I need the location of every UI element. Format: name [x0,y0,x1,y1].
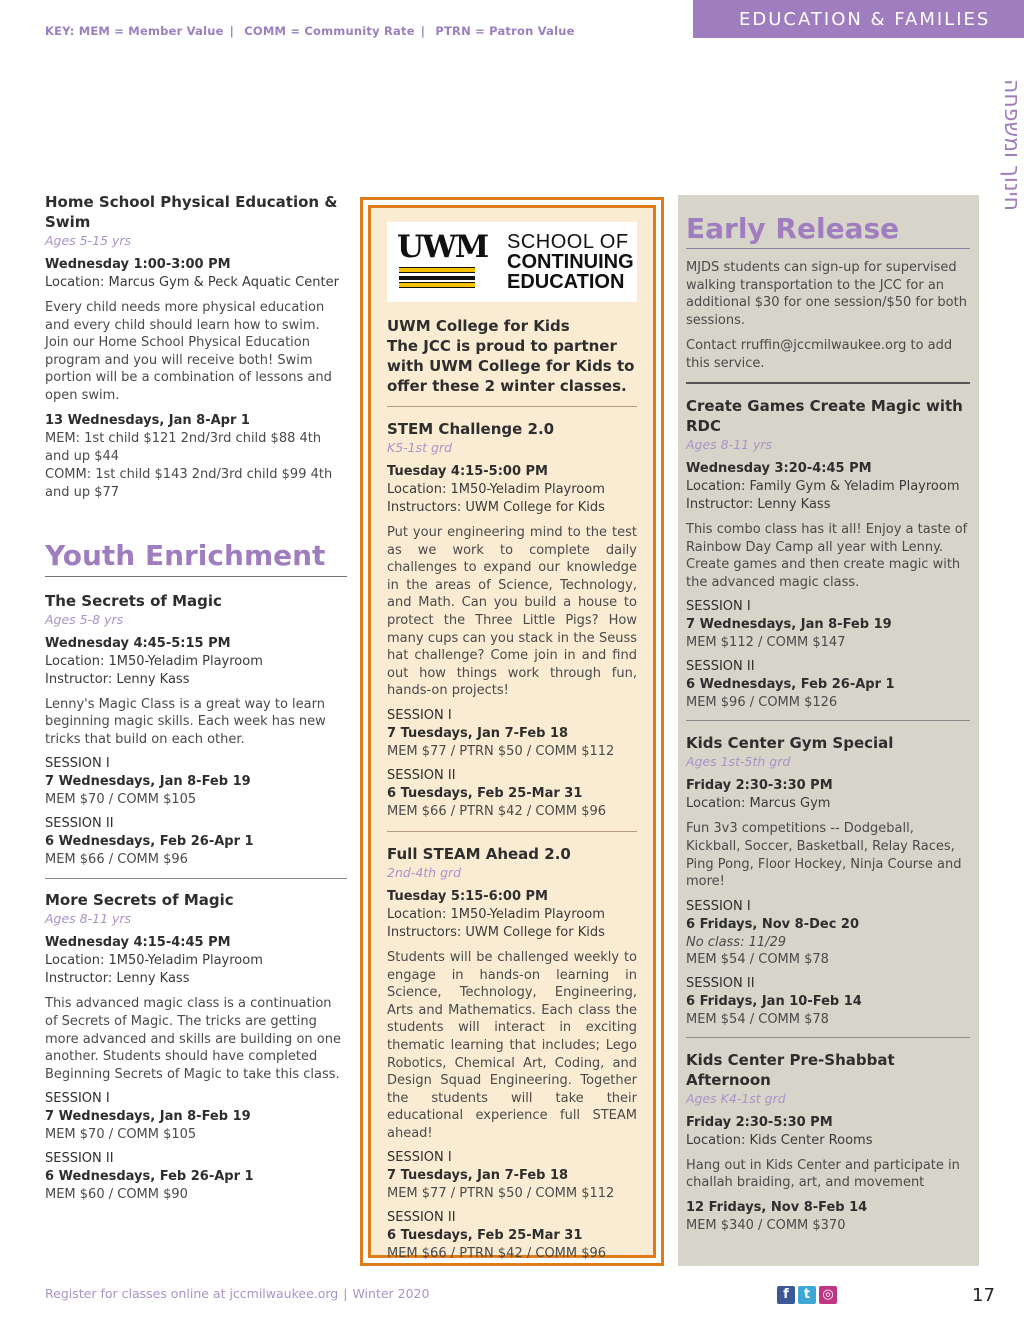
early-release-heading [686,211,970,249]
session-price: MEM $66 / PTRN $42 / COMM $96 [387,803,607,819]
session-price: MEM $60 / COMM $90 [45,1187,188,1203]
session-dates: 6 Wednesdays, Feb 26-Apr 1 [45,1169,254,1185]
session-dates: 7 Wednesdays, Jan 8-Feb 19 [686,617,892,633]
class-location: Location: 1M50-Yeladim Playroom [45,653,263,669]
early-release-contact: Contact rruffin@jccmilwaukee.org to add this service. [686,338,953,371]
svg-text:חינוך ומשפחה: חינוך ומשפחה [999,79,1024,211]
left-column [45,192,347,1210]
section-title: Early Release [686,212,900,245]
session-price: MEM $96 / COMM $126 [686,695,838,711]
class-title: Kids Center Gym Special [686,734,894,753]
instagram-icon[interactable]: ◎ [819,1286,837,1304]
class-stem-challenge [387,419,637,821]
class-ages: Ages 5-8 yrs [45,611,124,627]
uwm-college-box [360,197,664,1266]
class-description: Lenny's Magic Class is a great way to learn beginning magic skills. Each week has new tricks that build on each other. [45,696,326,747]
session-label: SESSION II [387,767,456,783]
divider [686,382,970,384]
community-price: COMM: 1st child $143 2nd/3rd child $99 4th and up $77 [45,466,333,500]
session-price: MEM $66 / COMM $96 [45,852,188,868]
session-dates: 6 Wednesdays, Feb 26-Apr 1 [686,677,895,693]
session-label: SESSION II [387,1210,456,1226]
class-title: The Secrets of Magic [45,591,222,610]
session-price: MEM $340 / COMM $370 [686,1217,846,1233]
no-class-note: No class: 11/29 [686,934,787,950]
class-location: Location: 1M50-Yeladim Playroom [387,906,605,922]
class-instructor: Instructors: UWM College for Kids [387,924,605,940]
class-schedule: Wednesday 4:45-5:15 PM [45,635,231,651]
class-schedule: Tuesday 4:15-5:00 PM [387,464,548,479]
session-label: SESSION I [387,707,452,723]
sce-line-1: SCHOOL OF [507,231,629,253]
session-dates: 12 Fridays, Nov 8-Feb 14 [686,1199,868,1215]
class-location: Location: 1M50-Yeladim Playroom [45,953,263,969]
social-icons [777,1286,837,1304]
class-title: More Secrets of Magic [45,891,234,910]
session-price: MEM $54 / COMM $78 [686,951,829,967]
uwm-logo-mark [395,229,488,295]
uwm-sce-logo [387,222,637,302]
class-title: Home School Physical Education & Swim [45,193,338,231]
register-link[interactable]: Register for classes online at jccmilwaukee.org [45,1286,339,1301]
session-dates: 6 Fridays, Nov 8-Dec 20 [686,916,860,932]
session-price: MEM $66 / PTRN $42 / COMM $96 [387,1246,607,1262]
class-location: Location: Marcus Gym & Peck Aquatic Center [45,275,339,290]
class-grades: K5-1st grd [387,440,453,455]
class-home-school-pe [45,192,347,502]
class-ages: Ages 5-15 yrs [45,233,132,248]
class-title: Create Games Create Magic with RDC [686,397,963,435]
session-price: MEM $54 / COMM $78 [686,1011,829,1027]
class-location: Location: Family Gym & Yeladim Playroom [686,479,960,494]
session-dates: 6 Tuesdays, Feb 25-Mar 31 [387,785,583,801]
key-comm: COMM = Community Rate [244,24,415,38]
early-release-panel [678,195,979,1266]
class-instructor: Instructor: Lenny Kass [45,971,190,987]
sce-line-3: EDUCATION [507,271,625,293]
twitter-icon[interactable]: t [798,1286,816,1304]
partner-title: UWM College for Kids [387,317,570,335]
session-label: SESSION I [686,898,751,914]
sce-wordmark [507,232,634,292]
session-label: SESSION I [45,1091,110,1107]
class-schedule: Friday 2:30-5:30 PM [686,1114,833,1130]
class-title: Kids Center Pre-Shabbat Afternoon [686,1050,895,1089]
footer-text: Register for classes online at jccmilwaukee.org | Winter 2020 [45,1286,430,1301]
session-dates: 7 Tuesdays, Jan 7-Feb 18 [387,1168,569,1184]
session-price: MEM $77 / PTRN $50 / COMM $112 [387,1186,615,1202]
session-price: MEM $70 / COMM $105 [45,1127,197,1143]
key-mem: MEM = Member Value [78,24,224,38]
class-title: STEM Challenge 2.0 [387,420,555,438]
class-schedule: Tuesday 5:15-6:00 PM [387,888,548,904]
page-number: 17 [972,1285,995,1306]
class-instructor: Instructor: Lenny Kass [45,671,190,687]
class-schedule: Wednesday 1:00-3:00 PM [45,257,231,272]
class-full-steam-ahead [387,844,637,1264]
youth-enrichment-heading [45,538,347,577]
session-price: MEM $112 / COMM $147 [686,635,846,651]
session-label: SESSION II [45,816,114,832]
key-ptrn: PTRN = Patron Value [435,24,575,38]
class-title: Full STEAM Ahead 2.0 [387,844,571,863]
class-ages: Ages 8-11 yrs [686,437,773,452]
session-dates: 6 Tuesdays, Feb 25-Mar 31 [387,1228,583,1244]
pricing-key: KEY: MEM = Member Value | COMM = Community Rate | PTRN = Patron Value [45,24,575,38]
class-schedule: Friday 2:30-3:30 PM [686,778,833,794]
class-description: This advanced magic class is a continuation of Secrets of Magic. The tricks are getting more advanced and skills are building on one another. Students should have completed Beginning Secrets of Magic to take this class. [45,996,341,1082]
session-price: MEM $70 / COMM $105 [45,792,197,808]
session-label: SESSION II [686,975,755,991]
hebrew-vertical-title [985,60,1024,230]
session-label: SESSION I [45,756,110,772]
uwm-letters: UWM [397,229,488,265]
class-instructor: Instructor: Lenny Kass [686,497,831,512]
session-dates: 7 Tuesdays, Jan 7-Feb 18 [387,725,569,741]
facebook-icon[interactable]: f [777,1286,795,1304]
partner-text: The JCC is proud to partner with UWM College for Kids to offer these 2 winter classes. [387,337,635,395]
class-grades: 2nd-4th grd [387,864,462,880]
section-title: Youth Enrichment [45,538,326,572]
class-grades: Ages 1st-5th grd [686,754,791,770]
class-ages: Ages 8-11 yrs [45,911,132,927]
section-banner: EDUCATION & FAMILIES [693,0,1024,38]
season-label: Winter 2020 [352,1286,430,1301]
class-instructor: Instructors: UWM College for Kids [387,500,605,515]
class-description: Students will be challenged weekly to engage in hands-on learning in Science, Technology, Engineering, Arts and Mathematics. Each class the students will interact in exciting thematic learning that includes; Lego Robotics, Chemical Art, Coding, and Design Squad Engineering. Together the students will take their educational experience full STEAM ahead! [387,949,637,1141]
divider [387,406,637,407]
session-label: SESSION I [686,599,751,615]
class-secrets-of-magic [45,591,347,870]
class-create-games-magic [686,396,970,712]
class-description: This combo class has it all! Enjoy a taste of Rainbow Day Camp all year with Lenny. Create games and then create magic with the advanced magic class. [686,522,968,590]
session-label: SESSION II [45,1151,114,1167]
divider [686,1037,970,1038]
class-more-secrets-of-magic [45,890,347,1204]
session-dates: 6 Fridays, Jan 10-Feb 14 [686,993,862,1009]
early-release-description: MJDS students can sign-up for supervised walking transportation to the JCC for an additional $30 for one session/$50 for both sessions. [686,260,967,328]
class-pre-shabbat [686,1050,970,1235]
divider [686,720,970,721]
session-label: SESSION I [387,1150,452,1166]
class-description: Every child needs more physical education and every child should learn how to swim. Join our Home School Physical Education program and you will receive both! Swim portion will be a combination of lessons and open swim. [45,300,332,403]
class-location: Location: 1M50-Yeladim Playroom [387,482,605,497]
session-dates: 7 Wednesdays, Jan 8-Feb 19 [45,774,251,790]
class-description: Hang out in Kids Center and participate in challah braiding, art, and movement [686,1157,960,1191]
divider [45,878,347,879]
sce-line-2: CONTINUING [507,251,634,273]
class-ages: Ages K4-1st grd [686,1090,786,1106]
class-description: Fun 3v3 competitions -- Dodgeball, Kickball, Soccer, Basketball, Relay Races, Ping Pong, Floor Hockey, Ninja Course and more! [686,821,962,890]
class-kids-center-gym [686,733,970,1028]
class-schedule: Wednesday 3:20-4:45 PM [686,461,872,476]
key-prefix: KEY: [45,24,75,38]
session-dates: 13 Wednesdays, Jan 8-Apr 1 [45,412,250,428]
session-dates: 7 Wednesdays, Jan 8-Feb 19 [45,1109,251,1125]
member-price: MEM: 1st child $121 2nd/3rd child $88 4th and up $44 [45,430,322,464]
session-price: MEM $77 / PTRN $50 / COMM $112 [387,743,615,759]
class-location: Location: Kids Center Rooms [686,1132,873,1148]
class-schedule: Wednesday 4:15-4:45 PM [45,935,231,951]
divider [387,831,637,832]
session-label: SESSION II [686,659,755,675]
class-description: Put your engineering mind to the test as we work to complete daily challenges to expand our knowledge in the areas of Science, Technology, and Math. Can you build a house to protect the Three Little Pigs? How many cups can you stack in the Seuss hat challenge? Come join in and find out how things work through fun, hands-on projects! [387,525,637,699]
class-location: Location: Marcus Gym [686,796,831,812]
session-dates: 6 Wednesdays, Feb 26-Apr 1 [45,834,254,850]
